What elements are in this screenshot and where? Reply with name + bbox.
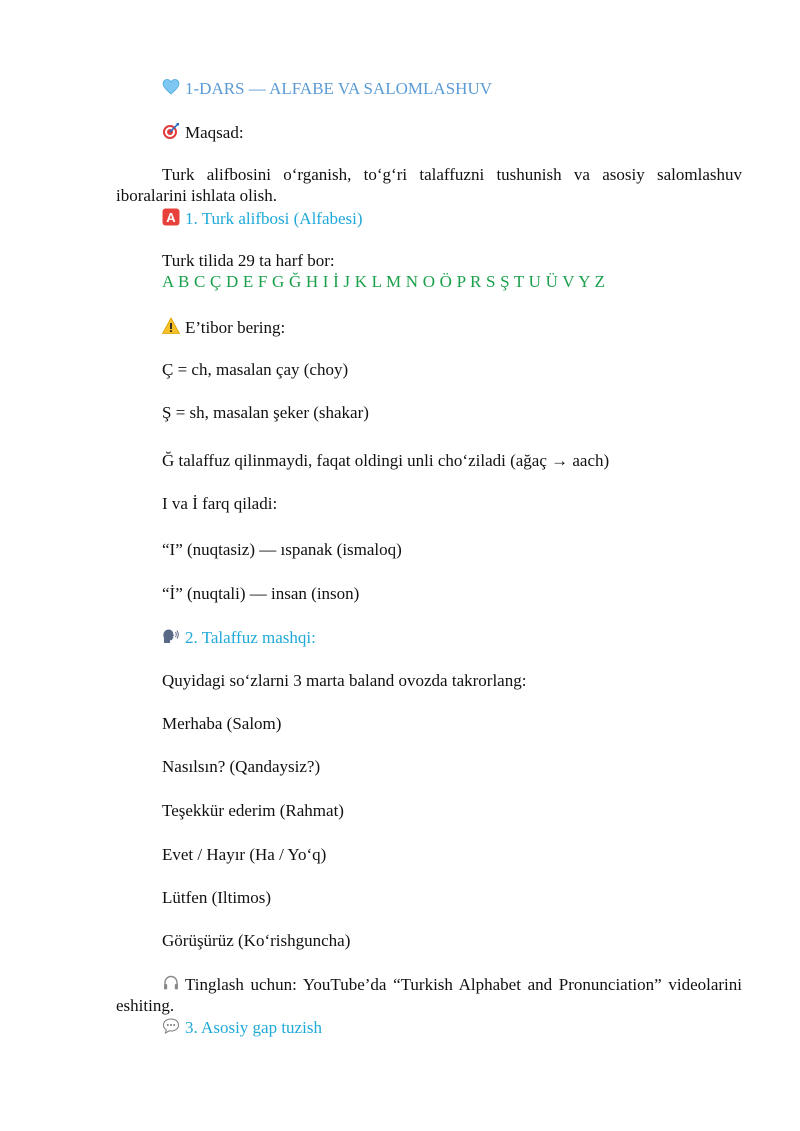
phrase-item: Nasılsın? (Qandaysiz?) [162, 757, 321, 776]
svg-text:A: A [166, 210, 176, 225]
section-2-title-text: 2. Talaffuz mashqi: [185, 628, 316, 647]
note-item: Ş = sh, masalan şeker (shakar) [162, 403, 369, 422]
goal-label-text: Maqsad: [185, 123, 244, 142]
phrase-item: Merhaba (Salom) [162, 714, 282, 733]
speech-balloon-icon [162, 1017, 180, 1035]
section-1-title [162, 208, 363, 229]
warning-icon [162, 317, 180, 335]
letter-a-icon [162, 208, 180, 226]
practice-intro: Quyidagi so‘zlarni 3 marta baland ovozda takrorlang: [162, 671, 527, 690]
section-3-title-text: 3. Asosiy gap tuzish [185, 1018, 322, 1037]
note-item: “İ” (nuqtali) — insan (inson) [162, 584, 360, 603]
listening-tip [116, 974, 742, 1016]
target-icon [162, 122, 180, 140]
blue-heart-icon [162, 78, 180, 96]
headphone-icon [162, 974, 180, 992]
note-item: Ğ talaffuz qilinmaydi, faqat oldingi unli cho‘ziladi (ağaç → aach) [162, 451, 610, 470]
note-item: Ç = ch, masalan çay (choy) [162, 360, 349, 379]
phrase-item: Görüşürüz (Ko‘rishguncha) [162, 931, 351, 950]
section-2-title [162, 627, 316, 648]
alphabet-intro: Turk tilida 29 ta harf bor: [162, 251, 335, 270]
attention-label [162, 317, 285, 338]
speaking-head-icon [162, 627, 180, 645]
phrase-item: Evet / Hayır (Ha / Yo‘q) [162, 845, 327, 864]
phrase-item: Lütfen (Iltimos) [162, 888, 272, 907]
note-item: I va İ farq qiladi: [162, 494, 278, 513]
section-3-title [162, 1017, 322, 1038]
attention-label-text: E’tibor bering: [185, 318, 286, 337]
alphabet-letters: A B C Ç D E F G Ğ H I İ J K L M N O Ö P R S Ş T U Ü V Y Z [162, 272, 606, 291]
listening-tip-text: Tinglash uchun: YouTube’da “Turkish Alphabet and Pronunciation” videolarini eshiting. [116, 975, 742, 1015]
lesson-title [162, 78, 492, 99]
note-item: “I” (nuqtasiz) — ıspanak (ismaloq) [162, 540, 402, 559]
section-1-title-text: 1. Turk alifbosi (Alfabesi) [185, 209, 363, 228]
phrase-item: Teşekkür ederim (Rahmat) [162, 801, 344, 820]
goal-paragraph: Turk alifbosini o‘rganish, to‘g‘ri talaffuzni tushunish va asosiy salomlashuv iboralarini ishlata olish. [116, 165, 742, 205]
lesson-title-text: 1-DARS — ALFABE VA SALOMLASHUV [185, 79, 492, 98]
goal-label [162, 122, 244, 143]
